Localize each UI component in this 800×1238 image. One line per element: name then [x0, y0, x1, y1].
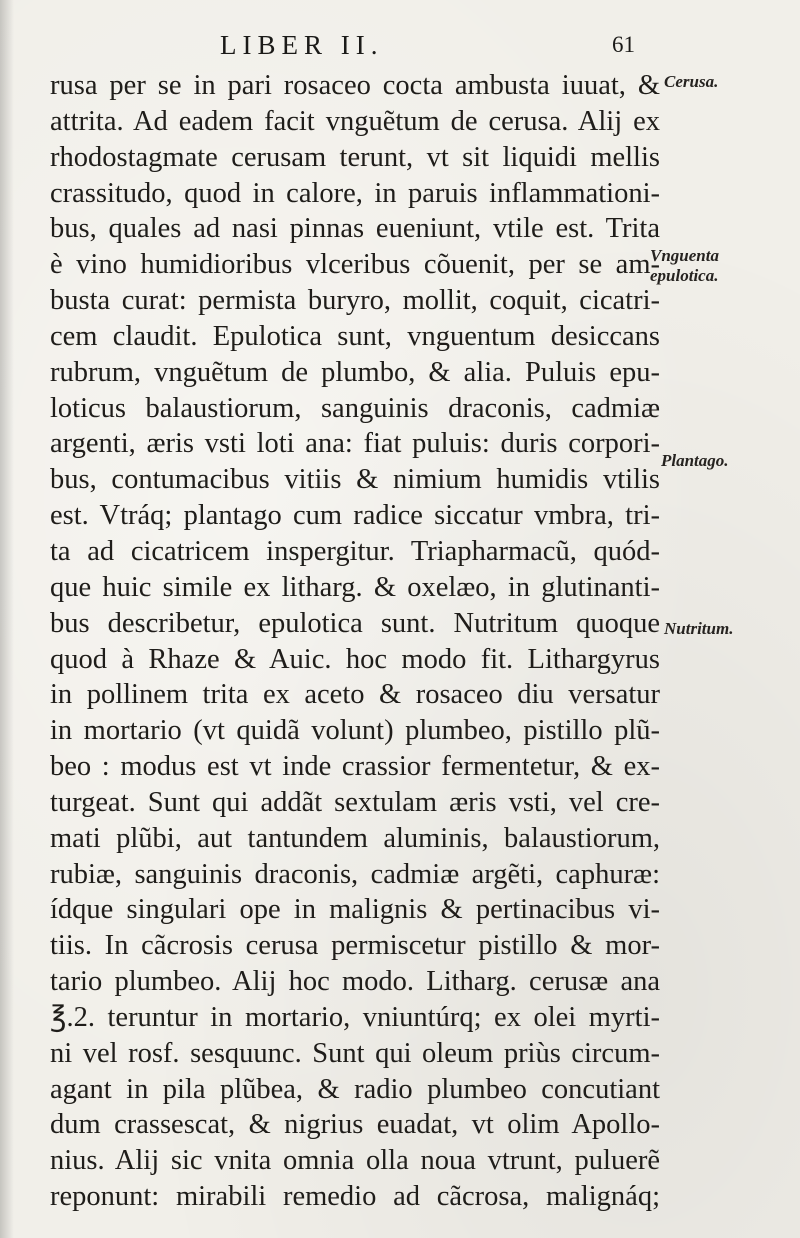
text-line: que huic simile ex litharg. & oxelæo, in glutinanti-: [50, 571, 660, 603]
text-line: argenti, æris vsti loti ana: fiat puluis: duris corpori-: [50, 428, 660, 460]
text-line: tario plumbeo. Alij hoc modo. Litharg. cerusæ ana: [50, 966, 660, 998]
margin-note-vnguenta-epulotica: [650, 246, 719, 286]
text-line: turgeat. Sunt qui addãt sextulam æris vsti, vel cre-: [50, 786, 660, 818]
text-line: bus describetur, epulotica sunt. Nutritum quoque: [50, 607, 660, 639]
body-text: [50, 68, 660, 1215]
text-line: agant in pila plũbea, & radio plumbeo concutiant: [50, 1073, 660, 1105]
page-gutter-shadow: [0, 0, 14, 1238]
text-line: crassitudo, quod in calore, in paruis inflammationi-: [50, 177, 660, 209]
text-line: est. Vtráq; plantago cum radice siccatur vmbra, tri-: [50, 500, 660, 532]
text-line: rubrum, vnguẽtum de plumbo, & alia. Puluis epu-: [50, 356, 660, 388]
text-line: tiis. In cãcrosis cerusa permiscetur pistillo & mor-: [50, 930, 660, 962]
margin-note-line: Vnguenta: [650, 246, 719, 265]
text-line: ta ad cicatricem inspergitur. Triapharmacũ, quód-: [50, 535, 660, 567]
text-line: in pollinem trita ex aceto & rosaceo diu versatur: [50, 679, 660, 711]
text-line: quod à Rhaze & Auic. hoc modo fit. Lithargyrus: [50, 643, 660, 675]
margin-note-nutritum: Nutritum.: [664, 619, 734, 638]
text-line: in mortario (vt quidã volunt) plumbeo, pistillo plũ-: [50, 715, 660, 747]
text-line: beo : modus est vt inde crassior fermentetur, & ex-: [50, 751, 660, 783]
text-line: dum crassescat, & nigrius euadat, vt olim Apollo-: [50, 1109, 660, 1141]
margin-note-line: epulotica.: [650, 266, 719, 285]
text-line: mati plũbi, aut tantundem aluminis, balaustiorum,: [50, 822, 660, 854]
text-line: rubiæ, sanguinis draconis, cadmiæ argẽti, caphuræ:: [50, 858, 660, 890]
text-line: ℥.2. teruntur in mortario, vniuntúrq; ex olei myrti-: [50, 1001, 660, 1033]
margin-note-cerusa: Cerusa.: [664, 72, 719, 91]
running-head-title: LIBER II.: [220, 30, 384, 60]
text-line: rhodostagmate cerusam terunt, vt sit liquidi mellis: [50, 141, 660, 173]
text-line: bus, quales ad nasi pinnas eueniunt, vtile est. Trita: [50, 213, 660, 245]
text-line: attrita. Ad eadem facit vnguẽtum de cerusa. Alij ex: [50, 105, 660, 137]
margin-note-plantago: Plantago.: [661, 451, 729, 470]
page-number: 61: [612, 32, 635, 57]
text-line: cem claudit. Epulotica sunt, vnguentum desiccans: [50, 320, 660, 352]
text-line: è vino humidioribus vlceribus cõuenit, per se am-: [50, 249, 660, 281]
text-line: bus, contumacibus vitiis & nimium humidis vtilis: [50, 464, 660, 496]
text-line: loticus balaustiorum, sanguinis draconis, cadmiæ: [50, 392, 660, 424]
text-line: busta curat: permista buryro, mollit, coquit, cicatri-: [50, 285, 660, 317]
text-line: nius. Alij sic vnita omnia olla noua vtrunt, puluerẽ: [50, 1145, 660, 1177]
text-line: ídque singulari ope in malignis & pertinacibus vi-: [50, 894, 660, 926]
text-line: ni vel rosf. sesquunc. Sunt qui oleum priùs circum-: [50, 1037, 660, 1069]
text-line: reponunt: mirabili remedio ad cãcrosa, malignáq;: [50, 1181, 660, 1213]
text-line: rusa per se in pari rosaceo cocta ambusta iuuat, &: [50, 70, 660, 101]
running-head: [0, 30, 800, 66]
